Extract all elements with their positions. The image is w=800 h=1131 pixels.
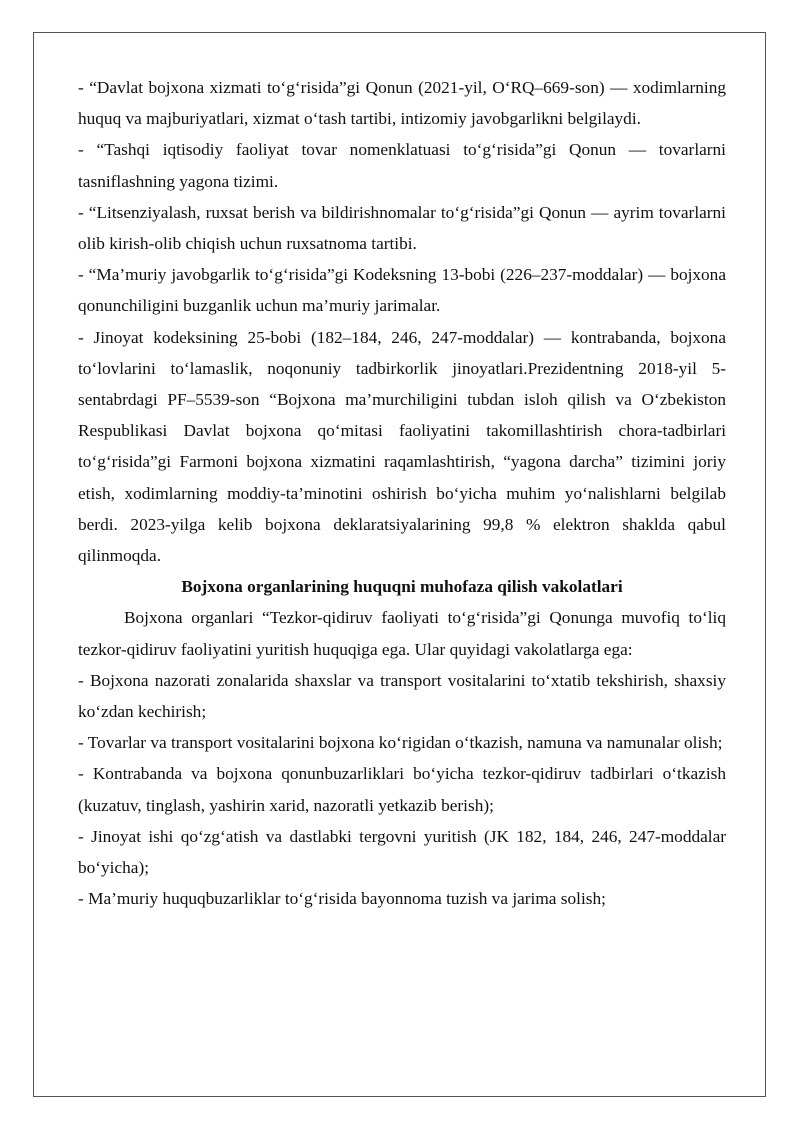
intro-paragraph: Bojxona organlari “Tezkor-qidiruv faoliyati to‘g‘risida”gi Qonunga muvofiq to‘liq tezkor-qidiruv faoliyatini yuritish huquqiga ega. Ular quyidagi vakolatlarga ega: — [78, 608, 726, 659]
power-item-operational-search: - Kontrabanda va bojxona qonunbuzarliklari bo‘yicha tezkor-qidiruv tadbirlari o‘tkazish (kuzatuv, tinglash, yashirin xarid, nazoratli yetkazib berish); — [78, 764, 726, 815]
power-item-criminal-investigation: - Jinoyat ishi qo‘zg‘atish va dastlabki tergovni yuritish (JK 182, 184, 246, 247-moddalar bo‘yicha); — [78, 826, 726, 878]
list-item-criminal-code-and-decree: - Jinoyat kodeksining 25-bobi (182–184, 246, 247-moddalar) — kontrabanda, bojxona to‘lovlarini to‘lamaslik, noqonuniy tadbirkorlik jinoyatlari.Prezidentning 2018-yil 5-sentabrdagi PF–5539-son “Bojxona ma’murchiligini tubdan isloh qilish va O‘zbekiston Respublikasi Davlat bojxona qo‘mitasi faoliyatini takomillashtirish chora-tadbirlari to‘g‘risida”gi Farmoni bojxona xizmatini raqamlashtirish, “yagona darcha” tizimini joriy etish, xodimlarning moddiy-ta’minotini oshirish bo‘yicha muhim yo‘nalishlarni belgilab berdi. 2023-yilga kelib bojxona deklaratsiyalarining 99,8 % elektron shaklda qabul qilinmoqda. — [78, 327, 726, 566]
power-item-inspection: - Bojxona nazorati zonalarida shaxslar va transport vositalarini to‘xtatib tekshirish, shaxsiy ko‘zdan kechirish; — [78, 670, 726, 722]
list-item-customs-service-law: - “Davlat bojxona xizmati to‘g‘risida”gi Qonun (2021-yil, O‘RQ–669-son) — xodimlarning huquq va majburiyatlari, xizmat o‘tash tartibi, intizomiy javobgarlikni belgilaydi. — [78, 78, 726, 129]
list-item-commodity-nomenclature-law: - “Tashqi iqtisodiy faoliyat tovar nomenklatuasi to‘g‘risida”gi Qonun — tovarlarni tasniflashning yagona tizimi. — [78, 140, 726, 191]
power-item-customs-examination: - Tovarlar va transport vositalarini bojxona ko‘rigidan o‘tkazish, namuna va namunalar olish; — [78, 733, 723, 753]
section-heading: Bojxona organlarining huquqni muhofaza qilish vakolatlari — [181, 577, 623, 597]
list-item-administrative-code: - “Ma’muriy javobgarlik to‘g‘risida”gi Kodeksning 13-bobi (226–237-moddalar) — bojxona qonunchiligini buzganlik uchun ma’muriy jarimalar. — [78, 265, 726, 316]
power-item-administrative-protocol: - Ma’muriy huquqbuzarliklar to‘g‘risida bayonnoma tuzish va jarima solish; — [78, 889, 606, 909]
document-body — [78, 72, 726, 914]
list-item-licensing-law: - “Litsenziyalash, ruxsat berish va bildirishnomalar to‘g‘risida”gi Qonun — ayrim tovarlarni olib kirish-olib chiqish uchun ruxsatnoma tartibi. — [78, 202, 726, 254]
